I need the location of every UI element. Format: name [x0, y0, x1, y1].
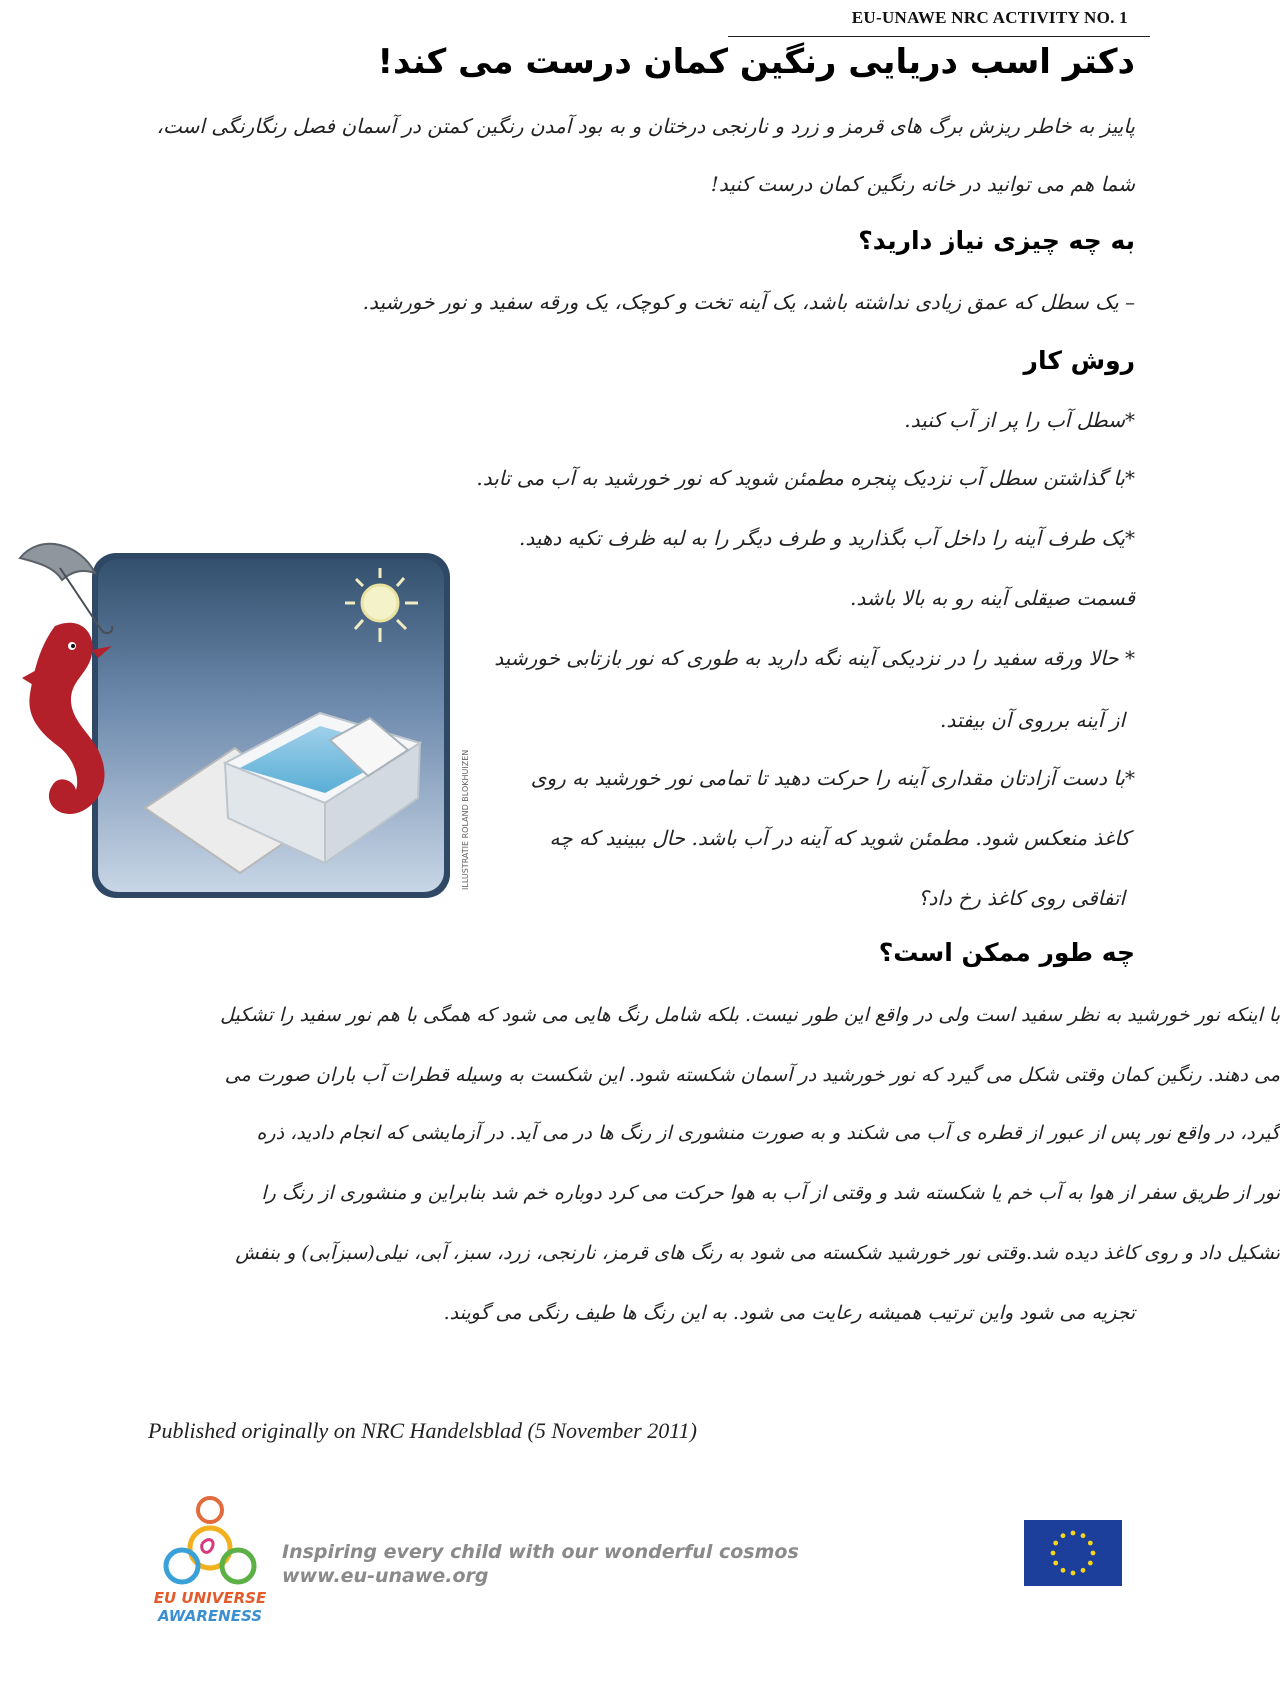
explain-line: می دهند. رنگین کمان وقتی شکل می گیرد که نور خورشید در آسمان شکسته شود. این شکست به وسیله قطرات آب باران صورت می	[224, 1064, 1280, 1086]
eu-star-icon	[1071, 1571, 1076, 1576]
explain-line: گیرد، در واقع نور پس از عبور از قطره ی آب می شکند و به صورت منشوری از رنگ ها در می آید. در آزمایشی که انجام دادید، ذره	[256, 1122, 1280, 1144]
eu-star-icon	[1081, 1533, 1086, 1538]
eu-star-icon	[1053, 1541, 1058, 1546]
method-line: کاغذ منعکس شود. مطمئن شوید که آینه در آب باشد. حال ببینید که چه	[549, 826, 1130, 850]
intro-line-1: پاییز به خاطر ریزش برگ های قرمز و زرد و نارنجی درختان و به بود آمدن رنگین کمتن در آسمان فصل رنگارنگی است،	[156, 114, 1135, 138]
activity-label: EU-UNAWE NRC ACTIVITY NO. 1	[851, 8, 1128, 27]
method-line: * حالا ورقه سفید را در نزدیکی آینه نگه دارید به طوری که نور بازتابی خورشید	[494, 646, 1135, 670]
eu-star-icon	[1088, 1541, 1093, 1546]
method-line: *یک طرف آینه را داخل آب بگذارید و طرف دیگر را به لبه ظرف تکیه دهید.	[518, 526, 1135, 550]
eu-star-icon	[1061, 1568, 1066, 1573]
explain-line: تجزیه می شود واین ترتیب همیشه رعایت می شود. به این رنگ ها طیف رنگی می گویند.	[443, 1302, 1135, 1324]
experiment-illustration	[0, 518, 480, 908]
intro-line-2: شما هم می توانید در خانه رنگین کمان درست کنید!	[710, 172, 1135, 196]
method-line: *با دست آزادتان مقداری آینه را حرکت دهید تا تمامی نور خورشید به روی	[530, 766, 1135, 790]
explain-heading: چه طور ممکن است؟	[878, 938, 1135, 967]
tagline: Inspiring every child with our wonderful cosmos	[282, 1541, 799, 1563]
tagline-block	[282, 1540, 799, 1588]
footer	[150, 1490, 1150, 1630]
method-line: *با گذاشتن سطل آب نزدیک پنجره مطمئن شوید که نور خورشید به آب می تابد.	[476, 466, 1135, 490]
method-line: *سطل آب را پر از آب کنید.	[904, 408, 1135, 432]
method-line: قسمت صیقلی آینه رو به بالا باشد.	[850, 586, 1135, 610]
page-title: دکتر اسب دریایی رنگین کمان درست می کند!	[377, 42, 1135, 82]
website-url[interactable]: www.eu-unawe.org	[282, 1565, 489, 1587]
explain-line: تشکیل داد و روی کاغذ دیده شد.وقتی نور خورشید شکسته می شود به رنگ های قرمز، نارنجی، زرد، سبز، آبی، نیلی(سبزآبی) و بنفش	[235, 1242, 1280, 1264]
eu-unawe-logo	[150, 1490, 270, 1630]
published-note: Published originally on NRC Handelsblad (5 November 2011)	[148, 1418, 697, 1443]
eu-star-icon	[1091, 1551, 1096, 1556]
eu-flag-icon	[1024, 1520, 1122, 1586]
method-heading: روش کار	[1023, 346, 1135, 375]
method-line: از آینه برروی آن بیفتد.	[940, 708, 1125, 732]
needs-heading: به چه چیزی نیاز دارید؟	[858, 226, 1135, 255]
illustration-credit: ILLUSTRATIE ROLAND BLOKHUIZEN	[461, 749, 470, 890]
eu-star-icon	[1088, 1561, 1093, 1566]
eu-star-icon	[1061, 1533, 1066, 1538]
eu-star-icon	[1081, 1568, 1086, 1573]
logo-text-line-1: EU UNIVERSE	[153, 1589, 267, 1607]
logo-text-line-2: AWARENESS	[157, 1607, 263, 1625]
eu-star-icon	[1053, 1561, 1058, 1566]
explain-line: با اینکه نور خورشید به نظر سفید است ولی در واقع این طور نیست. بلکه شامل رنگ هایی می شود که همگی با هم نور سفید را تشکیل	[220, 1004, 1280, 1026]
eu-star-icon	[1071, 1531, 1076, 1536]
eu-star-icon	[1051, 1551, 1056, 1556]
needs-text: – یک سطل که عمق زیادی نداشته باشد، یک آینه تخت و کوچک، یک ورقه سفید و نور خورشید.	[362, 290, 1135, 314]
explain-line: نور از طریق سفر از هوا به آب خم یا شکسته شد و وقتی از آب به هوا حرکت می کرد دوباره خم شد بنابراین و منشوری از رنگ را	[261, 1182, 1280, 1204]
header-rule	[728, 36, 1150, 37]
method-line: اتفاقی روی کاغذ رخ داد؟	[917, 886, 1125, 910]
